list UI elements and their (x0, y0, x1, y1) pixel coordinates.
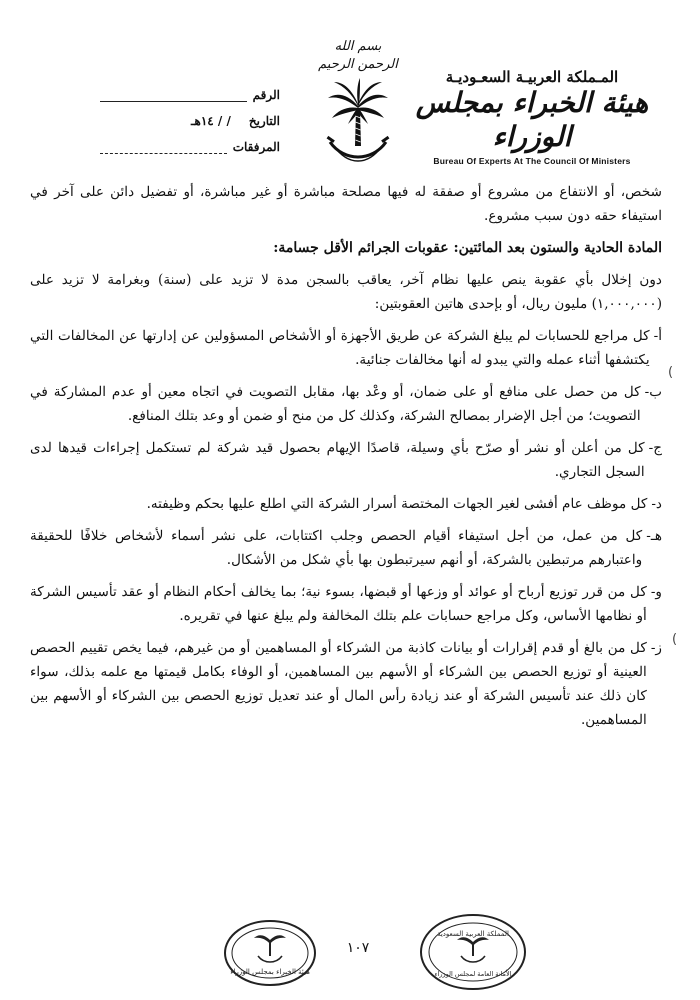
reference-fields (100, 76, 280, 154)
continuation-paragraph: شخص، أو الانتفاع من مشروع أو صفقة له فيها مصلحة مباشرة أو غير مباشرة، أو تفضيل دائن على آخر في استيفاء حقه دون سبب مشروع. (30, 184, 662, 224)
date-label: التاريخ (248, 114, 280, 128)
stamp-right (418, 912, 528, 992)
number-line (100, 87, 247, 102)
item-letter: ب- (644, 384, 662, 400)
date-row (100, 102, 280, 128)
item-text: كل موظف عام أفشى لغير الجهات المختصة أسرار الشركة التي اطلع عليها بحكم وظيفته. (146, 496, 648, 512)
margin-mark: ( (668, 365, 674, 380)
page-number: ١٠٧ (346, 940, 370, 956)
attachments-line (100, 139, 227, 154)
stamp-right-text: المملكة العربية السعودية (437, 930, 509, 938)
list-item (30, 580, 662, 628)
item-letter: د- (651, 496, 662, 512)
attachments-label: المرفقات (232, 140, 280, 154)
item-letter: و- (650, 584, 662, 600)
item-text: كل من أعلن أو نشر أو صرّح بأي وسيلة، قاصدًا الإيهام بحصول قيد شركة لم تستكمل إجراءات قيدها لدى السجل التجاري. (30, 440, 645, 480)
article-heading: المادة الحادية والستون بعد المائتين: عقوبات الجرائم الأقل جسامة: (273, 240, 662, 256)
stamp-left-text: هيئة الخبراء بمجلس الوزراء (230, 968, 310, 976)
emblem-block (318, 38, 398, 168)
kingdom-name: المـملكة العربيـة السعـوديـة (445, 68, 619, 86)
item-text: كل من بالغ أو قدم إقرارات أو بيانات كاذبة من الشركاء أو المساهمين أو من غيرهم، فيما يخص تقييم الحصص العينية أو توزيع الحصص بين الشركاء أو الأسهم بين المساهمين، أو الوفاء بكامل قيمتها مع علمه بذلك، سواء كان ذلك عند تأسيس الشركة أو عند زيادة رأس المال أو عند تعديل توزيع الحصص بين الشركاء أو الأسهم بين المساهمين. (30, 640, 647, 728)
margin-mark: ( (672, 632, 678, 647)
item-letter: أ- (653, 328, 662, 344)
list-item (30, 492, 662, 516)
list-item (30, 380, 662, 428)
document-body (30, 180, 662, 740)
bureau-name-english: Bureau Of Experts At The Council Of Ministers (433, 156, 631, 166)
number-label: الرقم (252, 88, 280, 102)
item-text: كل من عمل، من أجل استيفاء أقيام الحصص وجلب اكتتابات، على نشر أسماء لأشخاص خلافًا للحقيقة واعتبارهم مرتبطين بالشركة، أو أنهم سيرتبطون بها بأي شكل من الأشكال. (30, 528, 643, 568)
list-item (30, 524, 662, 572)
item-text: كل من قرر توزيع أرباح أو عوائد أو وزعها أو قبضها، بسوء نية؛ بما يخالف أحكام النظام أو عقد تأسيس الشركة أو نظامها الأساس، وكل مراجع حسابات علم بتلك المخالفة ولم يبلغ عنها في تقريره. (30, 584, 647, 624)
stamp-right-sub: الأمانة العامة لمجلس الوزراء (434, 970, 512, 978)
list-item (30, 324, 662, 372)
basmala: بسم الله الرحمن الرحيم (318, 39, 398, 72)
item-letter: هـ- (646, 528, 662, 544)
seal-stamp-icon (418, 912, 528, 992)
item-letter: ز- (650, 640, 662, 656)
seal-stamp-icon (222, 918, 318, 988)
palm-swords-emblem-icon (326, 76, 390, 168)
item-letter: ج- (648, 440, 662, 456)
item-text: كل من حصل على منافع أو على ضمان، أو وعْد بها، مقابل التصويت في اتجاه معين أو عدم المشاركة في التصويت؛ من أجل الإضرار بمصالح الشركة، وكذلك كل من منح أو ضمن أو وعد بتلك المنافع. (30, 384, 641, 424)
bureau-name-arabic: هيئة الخبراء بمجلس الوزراء (415, 86, 649, 153)
list-item (30, 436, 662, 484)
item-text: كل مراجع للحسابات لم يبلغ الشركة عن طريق الأجهزة أو الأشخاص المسؤولين عن إدارتها عن المخالفات التي يكتشفها أثناء عمله والتي يبدو له أنها مخالفات جنائية. (30, 328, 650, 368)
date-value: / / ١٤هـ (190, 114, 231, 128)
list-item (30, 636, 662, 732)
stamp-left (222, 918, 318, 988)
attachments-row (100, 128, 280, 154)
number-row (100, 76, 280, 102)
article-intro: دون إخلال بأي عقوبة ينص عليها نظام آخر، يعاقب بالسجن مدة لا تزيد على (سنة) وبغرامة لا تزيد على (١,٠٠٠,٠٠٠) مليون ريال، أو بإحدى هاتين العقوبتين: (30, 272, 662, 312)
letterhead-org (412, 68, 652, 166)
